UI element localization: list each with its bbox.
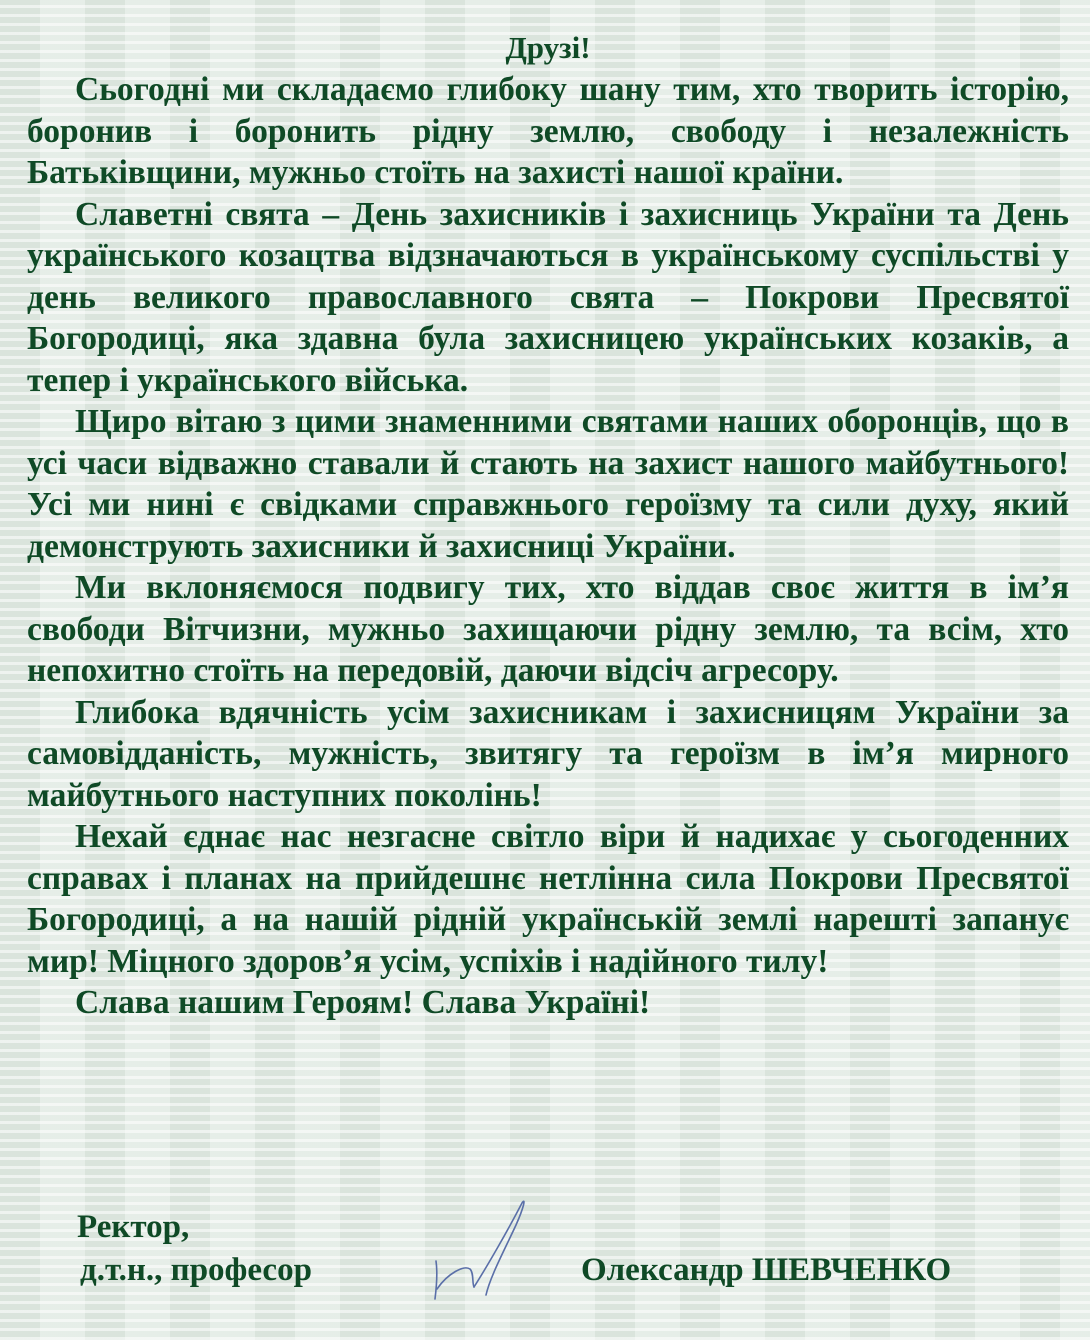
closing-slogan: Слава нашим Героям! Слава Україні!: [75, 984, 651, 1021]
signer-degree: д.т.н., професор: [80, 1252, 312, 1288]
paragraph-wishes: Нехай єднає нас незгасне світло віри й надихає у сьогоденних справах і планах на прийдешнє нетлінна сила Покрови Пресвятої Богородиці, а на нашій рідній українській землі нарешті запанує мир! Міцного здоров’я усім, успіхів і надійного тилу!: [27, 818, 1069, 980]
greeting: Друзі!: [505, 30, 591, 65]
handwritten-signature-icon: [428, 1195, 538, 1305]
paragraph-tribute: Сьогодні ми складаємо глибоку шану тим, хто творить історію, боронив і боронить рідну землю, свободу і незалежність Батьківщини, мужньо стоїть на захисті нашої країни.: [27, 71, 1069, 191]
paragraph-remembrance: Ми вклоняємося подвигу тих, хто віддав своє життя в ім’я свободи Вітчизни, мужньо захищаючи рідну землю, та всім, хто непохитно стоїть на передовій, даючи відсіч агресору.: [27, 569, 1069, 689]
letter-body: [27, 28, 1069, 1024]
signer-position: Ректор,: [77, 1209, 190, 1245]
signer-name: Олександр ШЕВЧЕНКО: [581, 1252, 952, 1288]
paragraph-holidays: Славетні свята – День захисників і захисниць України та День українського козацтва відзначаються в українському суспільстві у день великого православного свята – Покрови Пресвятої Богородиці, яка здавна була захисницею українських козаків, а тепер і українського війська.: [27, 195, 1069, 399]
paragraph-congratulations: Щиро вітаю з цими знаменними святами наших оборонців, що в усі часи відважно ставали й стають на захист нашого майбутнього! Усі ми нині є свідками справжнього героїзму та сили духу, який демонструють захисники й захисниці України.: [27, 403, 1069, 565]
paragraph-gratitude: Глибока вдячність усім захисникам і захисницям України за самовідданість, мужність, звитягу та героїзм в ім’я мирного майбутнього наступних поколінь!: [27, 693, 1069, 814]
